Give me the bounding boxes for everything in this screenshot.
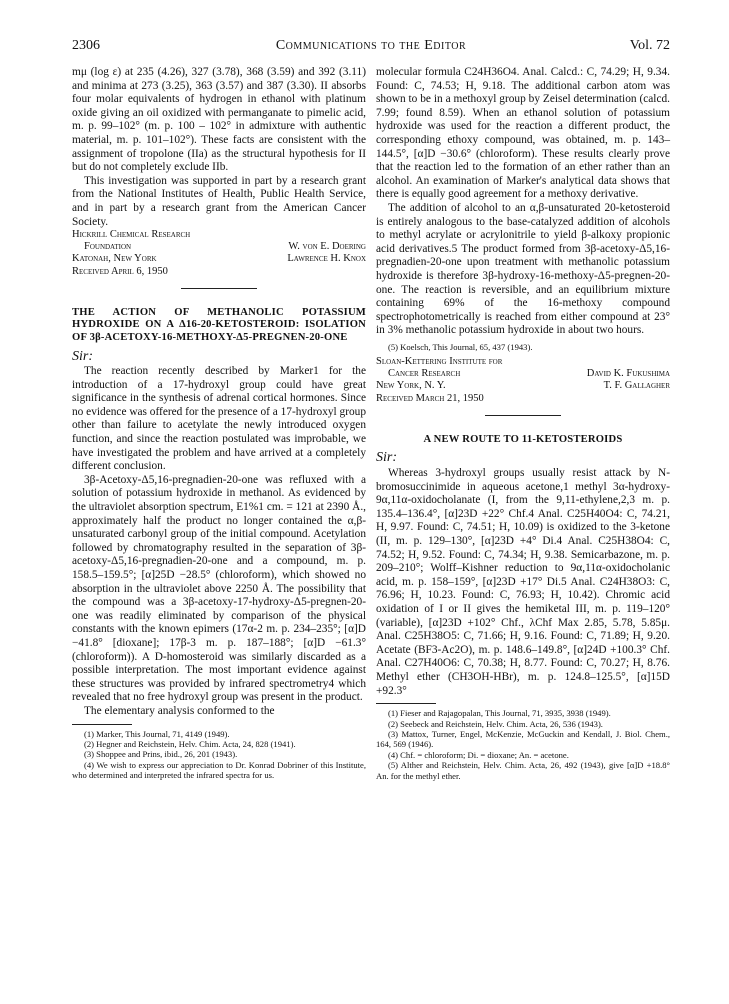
footnote: (3) Mattox, Turner, Engel, McKenzie, McGuckin and Kendall, J. Biol. Chem., 164, 569 (1946). — [376, 728, 670, 750]
footnote: (4) We wish to express our appreciation to Dr. Konrad Dobriner of this Institute, who determined and interpreted the infrared spectra for us. — [72, 759, 366, 781]
paragraph: molecular formula C24H36O4. Anal. Calcd.: C, 74.29; H, 9.34. Found: C, 74.53; H, 9.18. The additional carbon atom was shown to be in a methoxyl group by Zeisel determination (calcd. 7.99; found 8.59). When an ethanol solution of potassium hydroxide was used for the reaction a different product, the corresponding ethoxy compound, was obtained, m. p. 143–144.5°, [α]D −30.6° (chloroform). These results clearly prove that the reaction led to the formation of an ether rather than an alcohol. An examination of Marker's analytical data shows that there is equally good agreement for a methoxy derivative. — [376, 66, 670, 201]
left-column — [72, 66, 366, 781]
received-date: Received March 21, 1950 — [376, 393, 484, 405]
author-name: David K. Fukushima — [586, 368, 670, 380]
volume-number: Vol. 72 — [629, 38, 670, 53]
footnote: (1) Fieser and Rajagopalan, This Journal, 71, 3935, 3938 (1949). — [388, 708, 611, 719]
paragraph: mμ (log ε) at 235 (4.26), 327 (3.78), 368 (3.59) and 392 (3.11) and minima at 273 (3.25), 363 (3.57) and 387 (3.30). II absorbs four molar equivalents of hydrogen in ethanol with platinum oxide giving an oil oxidized with permanganate to pimelic acid, m. p. 99–102° (m. p. 100 – 102° in admixture with authentic material, m. p. 101–102°). These facts are consistent with the assignment of tropolone (IIa) as the structural hypothesis for II but do not completely exclude IIb. — [72, 66, 366, 174]
footnote: (5) Alther and Reichstein, Helv. Chim. Acta, 26, 492 (1943), give [α]D +18.8° An. for the methyl ether. — [376, 760, 670, 781]
footnote: (1) Marker, This Journal, 71, 4149 (1949). — [84, 728, 230, 739]
article-title: A NEW ROUTE TO 11-KETOSTEROIDS — [423, 433, 623, 445]
author-name: Lawrence H. Knox — [287, 253, 366, 265]
author-signature — [376, 356, 670, 392]
institution-line: Sloan-Kettering Institute for — [376, 356, 503, 368]
footnote: (2) Seebeck and Reichstein, Helv. Chim. Acta, 26, 536 (1943). — [388, 718, 603, 729]
section-divider — [485, 415, 561, 416]
section-divider — [181, 288, 257, 289]
author-name: W. von E. Doering — [288, 241, 366, 253]
institution-location: New York, N. Y. — [376, 380, 446, 392]
author-signature — [72, 229, 366, 265]
footnote: (5) Koelsch, This Journal, 65, 437 (1943). — [388, 341, 533, 352]
footnote: (4) Chf. = chloroform; Di. = dioxane; An. = acetone. — [388, 749, 569, 760]
paragraph: The addition of alcohol to an α,β-unsaturated 20-ketosteroid is entirely analogous to the base-catalyzed addition of alcohols to methyl acrylate or acrylonitrile to yield β-alkoxy propionic acid derivatives.5 The product formed from 3β-acetoxy-Δ5,16-pregnadien-20-one upon treatment with methanolic potassium hydroxide is therefore 3β-hydroxy-16-methoxy-Δ5-pregnen-20-one. The reaction is reversible, and an equilibrium mixture containing 69% of the 16-methoxy compound spectrophotometrically is reached from either compound at 23° in 3% methanolic potassium hydroxide in about two hours. — [376, 201, 670, 337]
institution-line: Foundation — [84, 241, 132, 253]
footnote-divider — [376, 703, 436, 704]
running-title: Communications to the Editor — [275, 38, 467, 53]
institution-location: Katonah, New York — [72, 253, 157, 265]
paragraph: This investigation was supported in part by a research grant from the National Institutes of Health, Public Health Service, and in part by a research grant from the American Cancer Society. — [72, 174, 366, 228]
paragraph: The reaction recently described by Marker1 for the introduction of a 17-hydroxyl group could have great significance in the synthesis of adrenal cortical hormones. Since no evidence was offered for the presence of a 17-hydroxyl group other than failure to acetylate the newly introduced oxygen function, and since the reaction postulated was improbable, we have investigated the problem and have arrived at a completely different conclusion. — [72, 365, 366, 473]
salutation: Sir: — [376, 450, 397, 466]
author-name: T. F. Gallagher — [603, 380, 670, 392]
paragraph: The elementary analysis conformed to the — [84, 704, 275, 717]
salutation: Sir: — [72, 348, 93, 364]
institution-line: Hickrill Chemical Research — [72, 229, 191, 241]
page-header — [72, 38, 670, 56]
article-title: THE ACTION OF METHANOLIC POTASSIUM HYDROXIDE ON A Δ16-20-KETOSTEROID: ISOLATION OF 3β-ACETOXY-16-METHOXY-Δ5-PREGNEN-20-ONE — [72, 306, 366, 343]
footnote: (2) Hegner and Reichstein, Helv. Chim. Acta, 24, 828 (1941). — [84, 738, 296, 749]
institution-line: Cancer Research — [388, 368, 461, 380]
footnote-divider — [72, 724, 132, 725]
received-date: Received April 6, 1950 — [72, 266, 168, 278]
footnote: (3) Shoppee and Prins, ibid., 26, 201 (1943). — [84, 749, 238, 760]
paragraph: Whereas 3-hydroxyl groups usually resist attack by N-bromosuccinimide in aqueous acetone,1 methyl 3α-hydroxy-9α,11α-oxidocholanate (I, from the 9,11-ethylene,2,3 m. p. 135.4–136.4°, [α]23D +22° Chf.4 Anal. C25H40O4: C, 74.21, H, 9.97. Found: C, 74.51; H, 10.09) is oxidized to the 3-ketone (II, m. p. 129–130°, [α]23D +4° Di.4 Anal. C25H38O4: C, 74.52; H, 9.52. Found: C, 74.34; H, 9.38. Semicarbazone, m. p. 209–210°; Wolff–Kishner reduction to 9α,11α-oxidocholanic acid, m. p. 158–159°, [α]23D +17° Di.5 Anal. C24H38O3: C, 76.96; H, 10.23. Found: C, 76.93; H, 10.42). Chromic acid oxidation of I or II gives the hemiketal III, m. p. 119–120° (variable), [α]23D +102° Chf., λChf Max 2.85, 5.78, 5.85μ. Anal. C25H38O5: C, 71.66; H, 9.16. Found: C, 71.89; H, 9.20. Acetate (BF3-Ac2O), m. p. 148.6–149.8°, [α]24D +100.3° Chf. Anal. C27H40O6: C, 70.38; H, 8.77. Found: C, 70.27; H, 8.76. Methyl ether (CH3OH-HBr), m. p. 124.8–125.5°, [α]15D +92.3° — [376, 467, 670, 697]
right-column — [376, 66, 670, 781]
page-number: 2306 — [72, 38, 100, 53]
paragraph: 3β-Acetoxy-Δ5,16-pregnadien-20-one was refluxed with a solution of potassium hydroxide in methanol. As evidenced by the ultraviolet absorption spectrum, E1%1 cm. = 121 at 2390 Å., approximately half the product no longer contained the α,β-unsaturated carbonyl group of the initial compound. Acetylation followed by chromatography resulted in the separation of 3β-acetoxy-Δ5,16-pregnadien-20-one and a compound, m. p. 158.5–159.5°; [α]25D −28.5° (chloroform), which showed no absorption in the ultraviolet above 2250 Å. The possibility that the compound was a 3β-acetoxy-17-hydroxy-Δ5-pregnen-20-one was readily eliminated by comparison of the physical constants with the known epimers (17α-2 m. p. 234–235°; [α]D −41.8° [dioxane]; 17β-3 m. p. 187–188°; [α]D −61.3° (chloroform)). A D-homosteroid was similarly discarded as a possible interpretation. The most important evidence against these structures was provided by infrared spectrometry4 which revealed that no free hydroxyl group was present in the product. — [72, 473, 366, 704]
